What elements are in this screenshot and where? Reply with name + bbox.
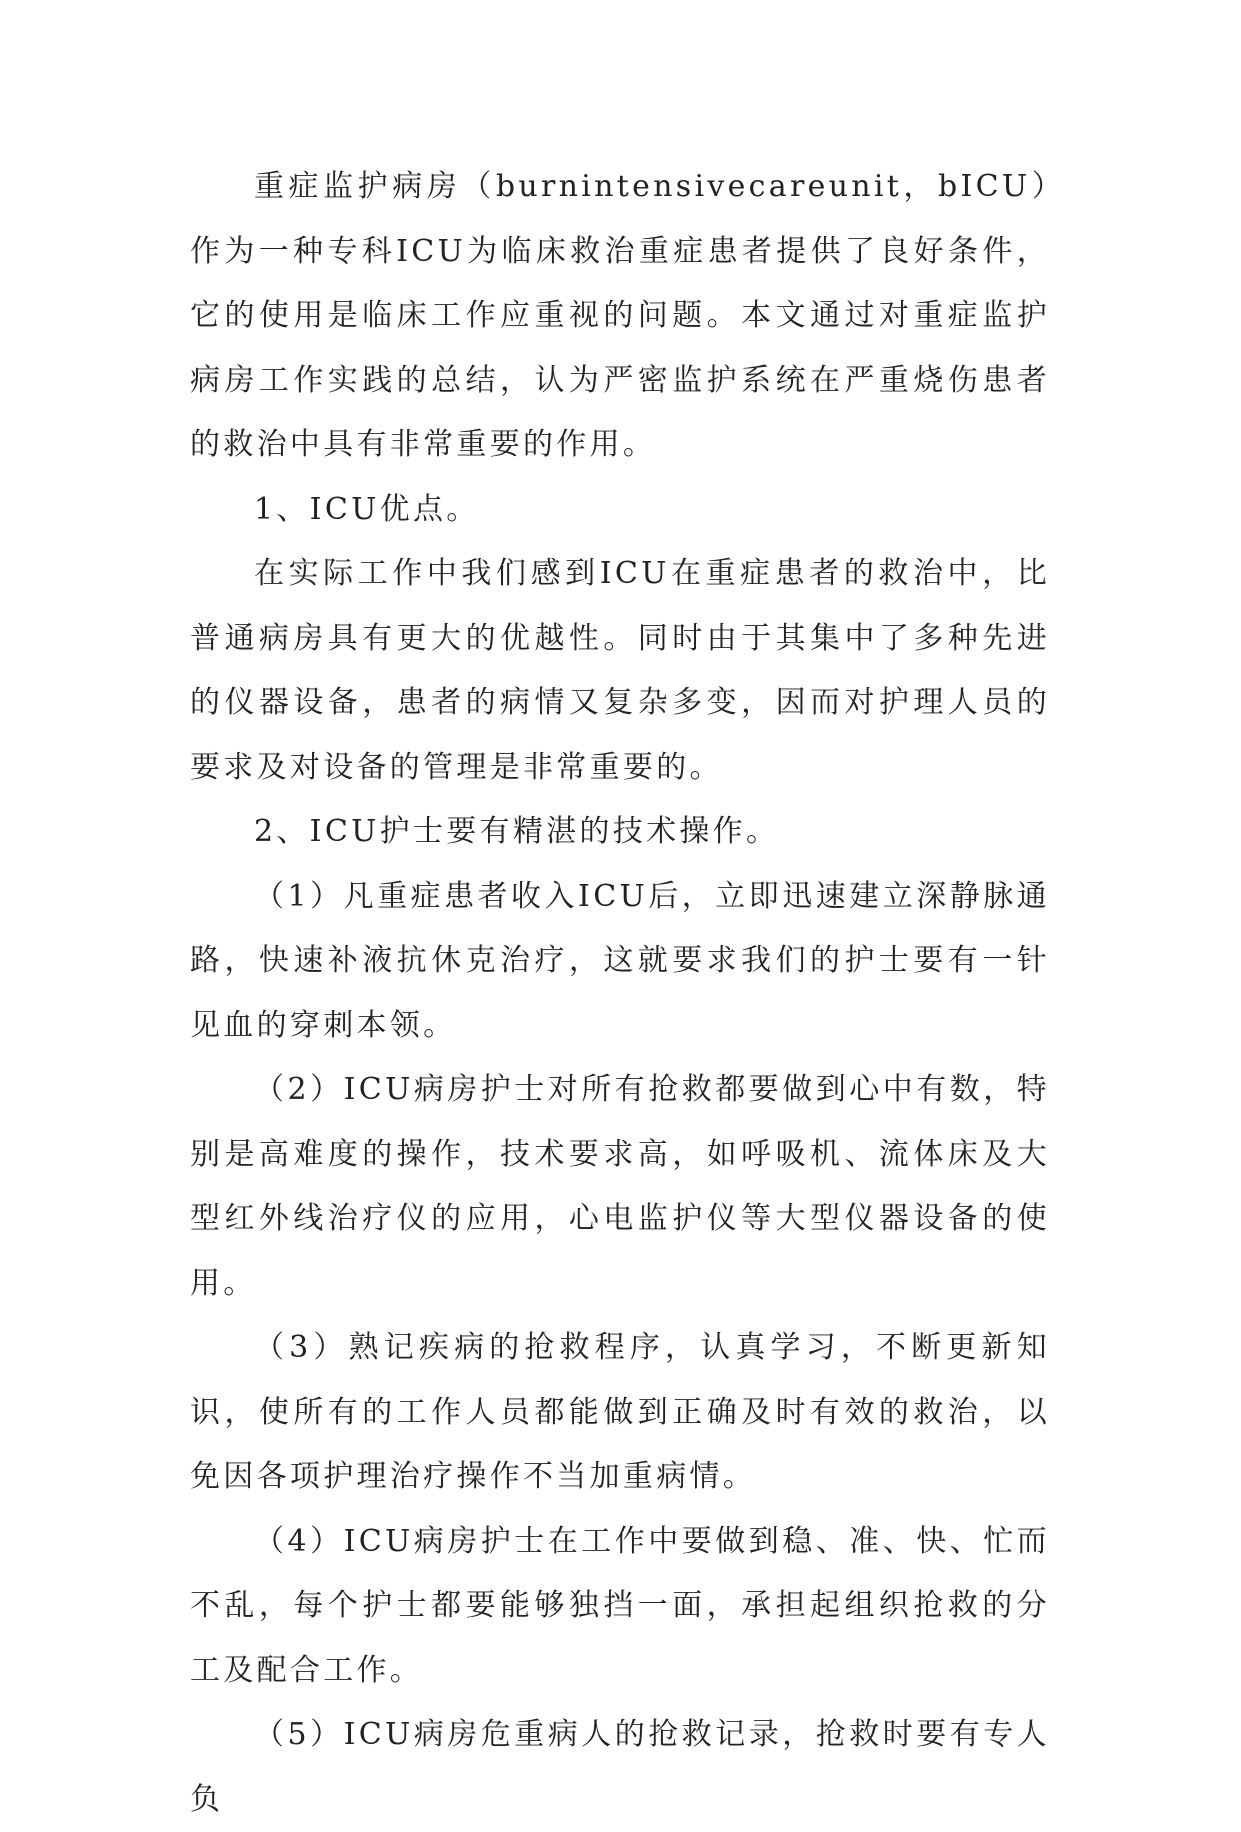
section-heading-2: 2、ICU护士要有精湛的技术操作。: [254, 814, 780, 849]
list-item-1: （1）凡重症患者收入ICU后，立即迅速建立深静脉通路，快速补液抗休克治疗，这就要求我们的护士要有一针见血的穿刺本领。: [190, 878, 1050, 1043]
list-item-4: （4）ICU病房护士在工作中要做到稳、准、快、忙而不乱，每个护士都要能够独挡一面，承担起组织抢救的分工及配合工作。: [190, 1523, 1050, 1688]
list-item-2: （2）ICU病房护士对所有抢救都要做到心中有数，特别是高难度的操作，技术要求高，如呼吸机、流体床及大型红外线治疗仪的应用，心电监护仪等大型仪器设备的使用。: [190, 1072, 1050, 1301]
list-item-5: （5）ICU病房危重病人的抢救记录，抢救时要有专人负: [190, 1717, 1050, 1817]
list-item-3: （3）熟记疾病的抢救程序，认真学习，不断更新知识，使所有的工作人员都能做到正确及时有效的救治，以免因各项护理治疗操作不当加重病情。: [190, 1330, 1050, 1494]
paragraph-section-1: 在实际工作中我们感到ICU在重症患者的救治中，比普通病房具有更大的优越性。同时由于其集中了多种先进的仪器设备，患者的病情又复杂多变，因而对护理人员的要求及对设备的管理是非常重要的。: [190, 556, 1050, 785]
document-body: [190, 155, 1050, 1832]
section-heading-1: 1、ICU优点。: [254, 491, 480, 527]
paragraph-intro: 重症监护病房（burnintensivecareunit，bICU）作为一种专科ICU为临床救治重症患者提供了良好条件，它的使用是临床工作应重视的问题。本文通过对重症监护病房工作实践的总结，认为严密监护系统在严重烧伤患者的救治中具有非常重要的作用。: [190, 169, 1050, 462]
